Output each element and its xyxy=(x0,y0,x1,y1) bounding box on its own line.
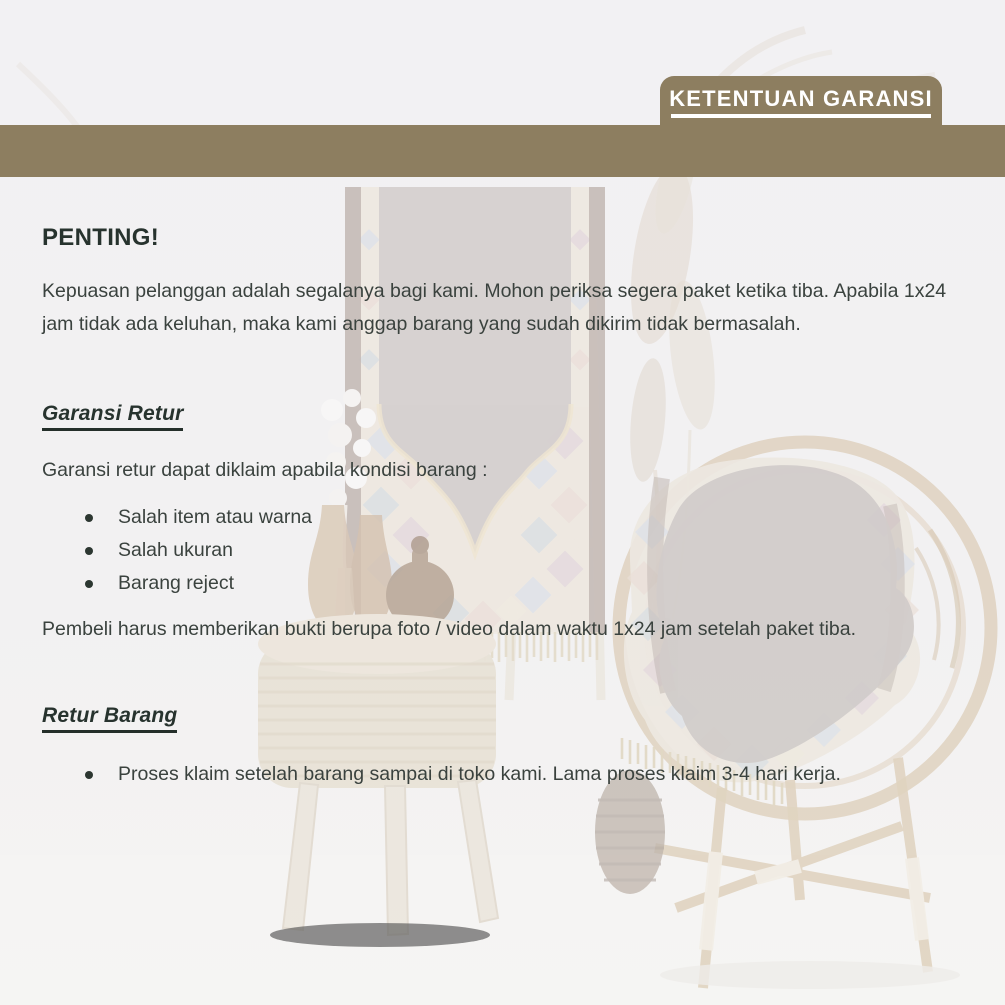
section-heading-garansi-retur: Garansi Retur xyxy=(42,401,183,431)
header-tab xyxy=(660,76,942,136)
important-body: Kepuasan pelanggan adalah segalanya bagi kami. Mohon periksa segera paket ketika tiba. Apabila 1x24 jam tidak ada keluhan, maka kami anggap barang yang sudah dikirim tidak bermasalah. xyxy=(42,280,947,335)
garansi-retur-list xyxy=(42,501,972,600)
important-heading: PENTING! xyxy=(42,224,160,251)
list-item: Proses klaim setelah barang sampai di toko kami. Lama proses klaim 3-4 hari kerja. xyxy=(42,758,972,791)
page-title: KETENTUAN GARANSI xyxy=(669,86,933,111)
retur-barang-list xyxy=(42,758,972,791)
list-item: Salah item atau warna xyxy=(42,501,972,534)
title-underline xyxy=(671,114,931,118)
garansi-retur-lead: Garansi retur dapat diklaim apabila kondisi barang : xyxy=(42,459,488,481)
warranty-content xyxy=(42,224,972,791)
section-heading-retur-barang: Retur Barang xyxy=(42,703,177,733)
garansi-retur-note: Pembeli harus memberikan bukti berupa foto / video dalam waktu 1x24 jam setelah paket tiba. xyxy=(42,618,857,640)
list-item: Salah ukuran xyxy=(42,534,972,567)
list-item: Barang reject xyxy=(42,567,972,600)
